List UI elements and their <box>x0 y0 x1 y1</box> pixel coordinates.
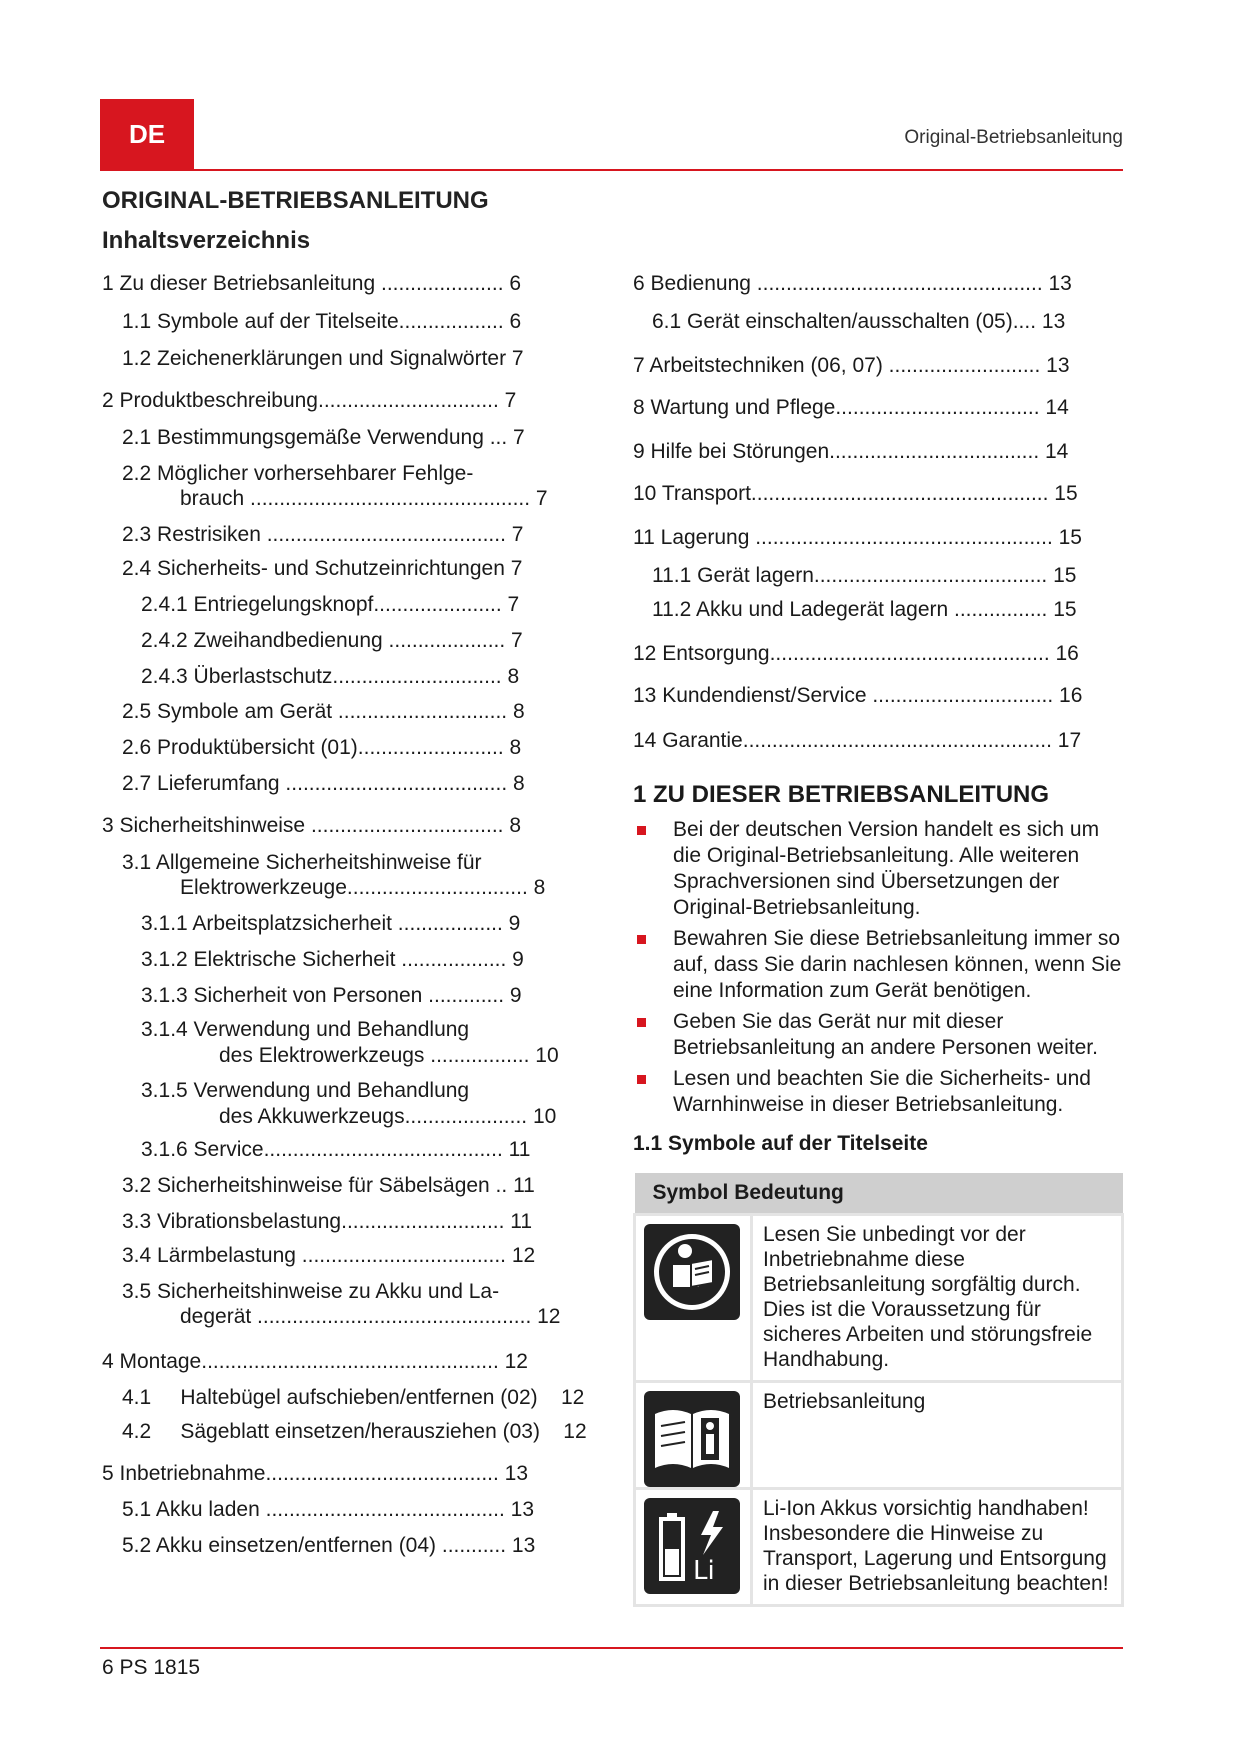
li-ion-battery-icon <box>644 1498 740 1594</box>
footer-divider <box>100 1647 1123 1649</box>
header-divider <box>100 169 1123 171</box>
toc-entry[interactable]: 2.4 Sicherheits- und Schutzeinrichtungen 7 <box>122 557 523 580</box>
toc-entry[interactable]: 10 Transport................................................... 15 <box>633 482 1078 505</box>
toc-entry[interactable]: 3.1 Allgemeine Sicherheitshinweise für <box>122 851 482 874</box>
toc-entry[interactable]: 13 Kundendienst/Service ............................... 16 <box>633 684 1083 707</box>
page-number: 6 PS 1815 <box>102 1656 201 1679</box>
toc-entry[interactable]: 3.1.1 Arbeitsplatzsicherheit .................. 9 <box>141 912 521 935</box>
toc-entry[interactable]: 3.1.4 Verwendung und Behandlung <box>141 1018 470 1041</box>
toc-entry[interactable]: 6.1 Gerät einschalten/ausschalten (05).... 13 <box>652 310 1066 333</box>
toc-entry[interactable]: degerät ............................................... 12 <box>180 1305 561 1328</box>
toc-entry[interactable]: 5 Inbetriebnahme........................................ 13 <box>102 1462 529 1485</box>
table-row <box>635 1489 1123 1606</box>
toc-entry[interactable]: 5.1 Akku laden ......................................... 13 <box>122 1498 535 1521</box>
toc-entry[interactable]: 3.1.2 Elektrische Sicherheit .................. 9 <box>141 948 524 971</box>
toc-entry[interactable]: Elektrowerkzeuge............................... 8 <box>180 876 546 899</box>
header-meaning: Bedeutung <box>734 1181 844 1204</box>
toc-entry[interactable]: 3.3 Vibrationsbelastung............................ 11 <box>122 1210 533 1233</box>
toc-entry[interactable]: 3.1.6 Service......................................... 11 <box>141 1138 531 1161</box>
list-item: Bei der deutschen Version handelt es sich um die Original-Betriebsanleitung. Alle weiteren Sprachversionen sind Übersetzungen der Original-Betriebsanleitung. <box>633 817 1128 921</box>
toc-entry[interactable]: brauch ................................................ 7 <box>180 487 548 510</box>
table-row <box>635 1215 1123 1382</box>
language-tab: DE <box>100 99 194 169</box>
toc-entry[interactable]: 2.1 Bestimmungsgemäße Verwendung ... 7 <box>122 426 525 449</box>
toc-entry[interactable]: 2.5 Symbole am Gerät ............................. 8 <box>122 700 525 723</box>
toc-heading: Inhaltsverzeichnis <box>102 227 311 254</box>
toc-entry[interactable]: 3.1.5 Verwendung und Behandlung <box>141 1079 470 1102</box>
toc-entry[interactable]: 2 Produktbeschreibung............................... 7 <box>102 389 517 412</box>
toc-entry[interactable]: 5.2 Akku einsetzen/entfernen (04) ........... 13 <box>122 1534 536 1557</box>
manual-info-icon <box>644 1391 740 1487</box>
toc-entry[interactable]: 3 Sicherheitshinweise ................................. 8 <box>102 814 521 837</box>
symbol-table <box>633 1173 1124 1607</box>
list-item: Bewahren Sie diese Betriebsanleitung immer so auf, dass Sie darin nachlesen können, wenn Sie eine Information zum Gerät benötigen. <box>633 926 1128 1004</box>
toc-entry[interactable]: 3.5 Sicherheitshinweise zu Akku und La- <box>122 1280 500 1303</box>
bullet-list <box>633 817 1128 1118</box>
meaning-cell: Betriebsanleitung <box>752 1382 1123 1489</box>
header-symbol: Symbol <box>652 1181 729 1204</box>
list-item: Lesen und beachten Sie die Sicherheits- und Warnhinweise in dieser Betriebsanleitung. <box>633 1066 1128 1118</box>
toc-entry[interactable]: 7 Arbeitstechniken (06, 07) .......................... 13 <box>633 354 1070 377</box>
section-about-manual <box>633 781 1128 1156</box>
table-header-row <box>635 1173 1123 1215</box>
toc-entry[interactable]: 4.1 Haltebügel aufschieben/entfernen (02) 12 <box>122 1386 585 1409</box>
toc-entry[interactable]: 6 Bedienung ................................................. 13 <box>633 272 1072 295</box>
toc-entry[interactable]: 4 Montage................................................... 12 <box>102 1350 528 1373</box>
toc-entry[interactable]: 14 Garantie..................................................... 17 <box>633 729 1082 752</box>
table-header <box>635 1173 1123 1215</box>
header-title: Original-Betriebsanleitung <box>904 127 1123 148</box>
symbol-cell <box>635 1489 752 1606</box>
page-title: ORIGINAL-BETRIEBSANLEITUNG <box>102 187 489 214</box>
toc-entry[interactable]: 12 Entsorgung................................................ 16 <box>633 642 1079 665</box>
toc-entry[interactable]: 8 Wartung und Pflege................................... 14 <box>633 396 1069 419</box>
toc-entry[interactable]: 2.4.1 Entriegelungsknopf...................... 7 <box>141 593 520 616</box>
symbol-cell <box>635 1382 752 1489</box>
meaning-cell: Li-Ion Akkus vorsichtig handhaben! Insbesondere die Hinweise zu Transport, Lagerung und Entsorgung in dieser Betriebsanleitung beachten! <box>752 1489 1123 1606</box>
read-manual-icon <box>644 1224 740 1320</box>
toc-entry[interactable]: 4.2 Sägeblatt einsetzen/herausziehen (03) 12 <box>122 1420 587 1443</box>
toc-entry[interactable]: 2.7 Lieferumfang ...................................... 8 <box>122 772 525 795</box>
toc-entry[interactable]: 11.1 Gerät lagern........................................ 15 <box>652 564 1077 587</box>
svg-text:Li: Li <box>693 1556 715 1586</box>
subsection-heading: 1.1 Symbole auf der Titelseite <box>633 1132 928 1155</box>
toc-entry[interactable]: 1.1 Symbole auf der Titelseite.................. 6 <box>122 310 522 333</box>
toc-entry[interactable]: des Elektrowerkzeugs ................. 10 <box>219 1044 559 1067</box>
toc-entry[interactable]: 3.1.3 Sicherheit von Personen ............. 9 <box>141 984 522 1007</box>
toc-entry[interactable]: 11.2 Akku und Ladegerät lagern ................ 15 <box>652 598 1077 621</box>
toc-entry[interactable]: des Akkuwerkzeugs..................... 10 <box>219 1105 557 1128</box>
toc-entry[interactable]: 2.4.2 Zweihandbedienung .................... 7 <box>141 629 523 652</box>
toc-entry[interactable]: 11 Lagerung ................................................... 15 <box>633 526 1082 549</box>
meaning-cell: Lesen Sie unbedingt vor der Inbetriebnahme diese Betriebsanleitung sorgfältig durch. Dies ist die Voraussetzung für sicheres Arbeiten und störungsfreie Handhabung. <box>752 1215 1123 1382</box>
section-heading: 1 ZU DIESER BETRIEBSANLEITUNG <box>633 781 1050 808</box>
symbol-cell <box>635 1215 752 1382</box>
toc-entry[interactable]: 3.4 Lärmbelastung ................................... 12 <box>122 1244 536 1267</box>
table-row <box>635 1382 1123 1489</box>
toc-entry[interactable]: 2.4.3 Überlastschutz............................. 8 <box>141 665 520 688</box>
toc-entry[interactable]: 1 Zu dieser Betriebsanleitung ..................... 6 <box>102 272 522 295</box>
list-item: Geben Sie das Gerät nur mit dieser Betriebsanleitung an andere Personen weiter. <box>633 1009 1128 1061</box>
toc-entry[interactable]: 9 Hilfe bei Störungen.................................... 14 <box>633 440 1069 463</box>
toc-entry[interactable]: 3.2 Sicherheitshinweise für Säbelsägen .. 11 <box>122 1174 535 1197</box>
toc-entry[interactable]: 2.6 Produktübersicht (01)......................... 8 <box>122 736 522 759</box>
toc-entry[interactable]: 2.2 Möglicher vorhersehbarer Fehlge- <box>122 462 474 485</box>
toc-entry[interactable]: 1.2 Zeichenerklärungen und Signalwörter 7 <box>122 347 524 370</box>
toc-entry[interactable]: 2.3 Restrisiken ......................................... 7 <box>122 523 524 546</box>
